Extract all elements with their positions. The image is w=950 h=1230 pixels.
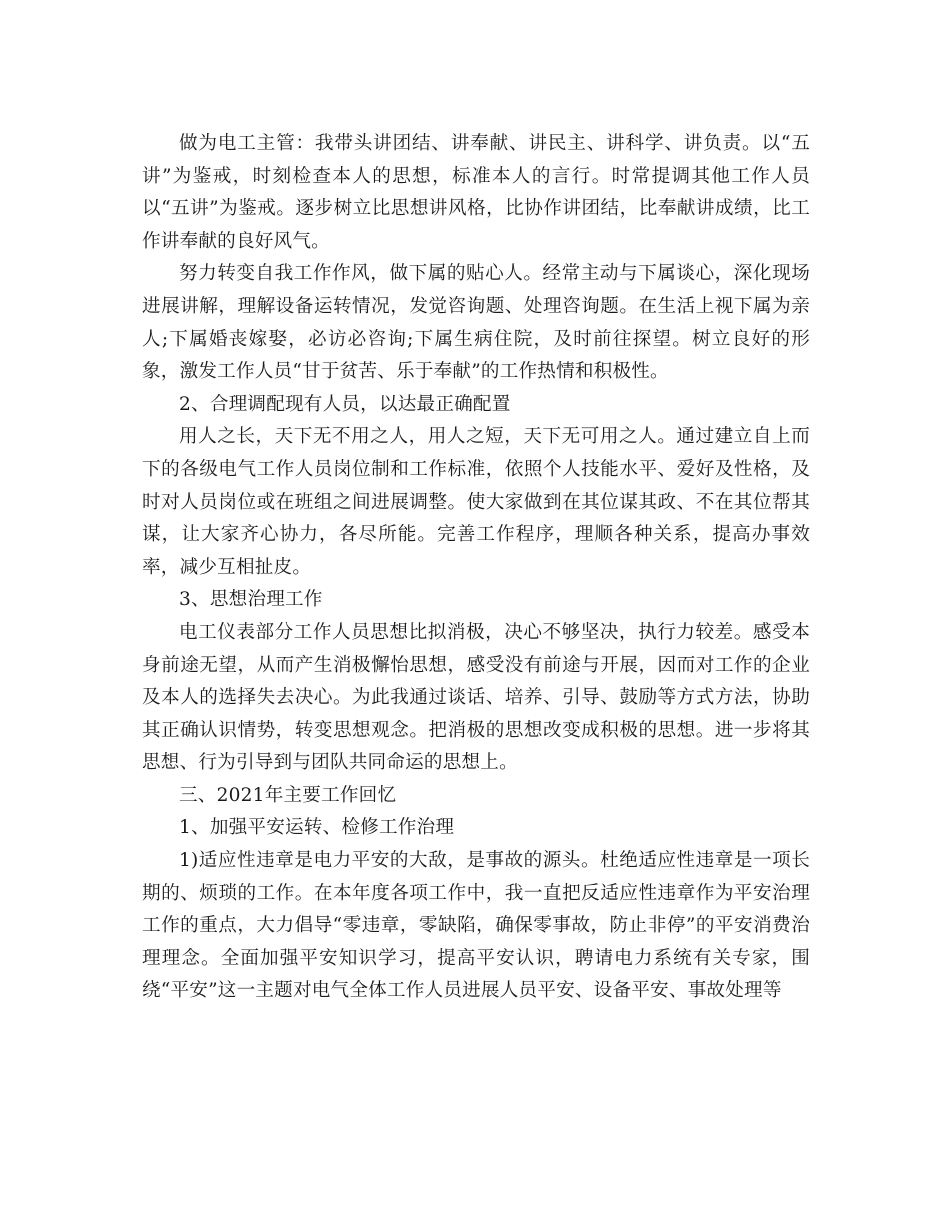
paragraph-staff-allocation: 用人之长，天下无不用之人，用人之短，天下无可用之人。通过建立自上而下的各级电气工作人员岗位制和工作标准，依照个人技能水平、爱好及性格，及时对人员岗位或在班组之间进展调整。使大家做到在其位谋其政、不在其位帮其谋，让大家齐心协力，各尽所能。完善工作程序，理顺各种关系，提高办事效率，减少互相扯皮。: [142, 426, 810, 578]
paragraph-ideology-management: 电工仪表部分工作人员思想比拟消极，决心不够坚决，执行力较差。感受本身前途无望，从而产生消极懈怡思想，感受没有前途与开展，因而对工作的企业及本人的选择失去决心。为此我通过谈话、培养、引导、鼓励等方式方法，协助其正确认识情势，转变思想观念。把消极的思想改变成积极的思想。进一步将其思想、行为引导到与团队共同命运的思想上。: [142, 621, 810, 774]
paragraph-work-style: 努力转变自我工作作风，做下属的贴心人。经常主动与下属谈心，深化现场进展讲解，理解设备运转情况，发觉咨询题、处理咨询题。在生活上视下属为亲人;下属婚丧嫁娶，必访必咨询;下属生病住院，及时前往探望。树立良好的形象，激发工作人员“甘于贫苦、乐于奉献”的工作热情和积极性。: [142, 263, 810, 383]
document-body: [142, 128, 810, 1008]
paragraph-safety-violations: 1)适应性违章是电力平安的大敌，是事故的源头。杜绝适应性违章是一项长期的、烦琐的工作。在本年度各项工作中，我一直把反适应性违章作为平安治理工作的重点，大力倡导“零违章，零缺陷，确保零事故，防止非停”的平安消费治理理念。全面加强平安知识学习，提高平安认识，聘请电力系统有关专家，围绕“平安”这一主题对电气全体工作人员进展人员平安、设备平安、事故处理等: [142, 850, 810, 1002]
paragraph-leader-role: 做为电工主管：我带头讲团结、讲奉献、讲民主、讲科学、讲负责。以“五讲”为鉴戒，时刻检查本人的思想，标准本人的言行。时常提调其他工作人员以“五讲”为鉴戒。逐步树立比思想讲风格，比协作讲团结，比奉献讲成绩，比工作讲奉献的良好风气。: [142, 133, 810, 252]
heading-ideology-management: 3、思想治理工作: [179, 589, 323, 611]
heading-safety-maintenance: 1、加强平安运转、检修工作治理: [179, 817, 455, 839]
heading-staff-allocation: 2、合理调配现有人员，以达最正确配置: [179, 393, 511, 415]
heading-annual-review: 三、2021年主要工作回忆: [179, 784, 397, 806]
